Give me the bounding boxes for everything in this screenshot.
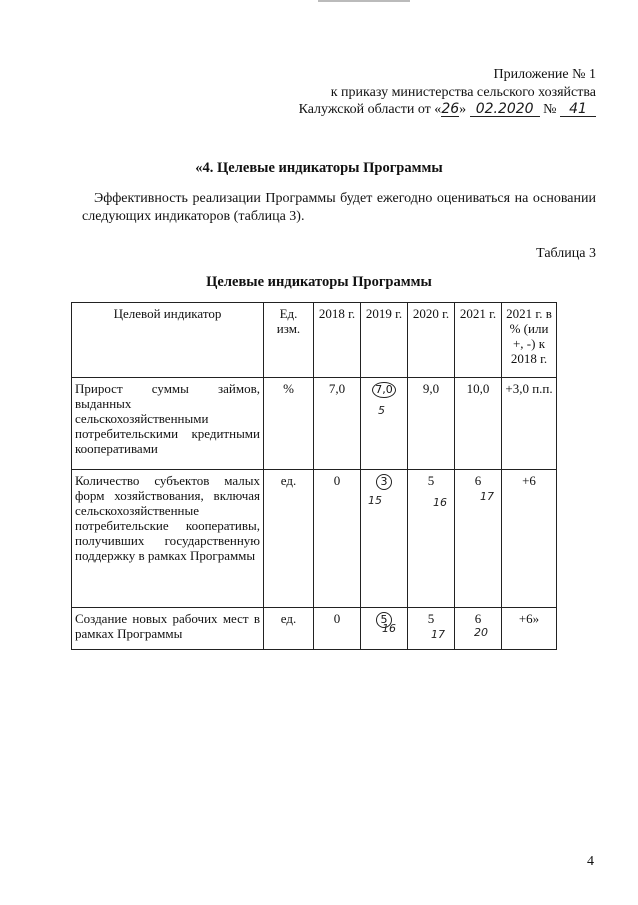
handwritten-date-day: 26: [441, 101, 460, 117]
unit-cell: ед.: [264, 608, 314, 650]
page-number: 4: [587, 854, 594, 869]
value-2021: 6: [474, 611, 482, 626]
header-2019: 2019 г.: [361, 303, 408, 378]
intro-paragraph: [82, 190, 596, 226]
unit-cell: ед.: [264, 470, 314, 608]
header-date-prefix: Калужской области от «: [298, 102, 442, 117]
indicator-name: Количество субъектов малых форм хозяйствования, включая сельскохозяйственные потребительские кооперативы, получивших государственную поддержку в рамках Программы: [72, 470, 264, 608]
value-2019: 3: [376, 474, 392, 490]
value-2019: 5: [376, 612, 392, 628]
table-label: Таблица 3: [536, 246, 596, 261]
value-2020: 9,0: [408, 378, 455, 470]
handwritten-note-2021: 17: [480, 490, 494, 503]
table-row: [72, 470, 557, 608]
value-change: +3,0 п.п.: [502, 378, 557, 470]
handwritten-date-rest: 02.2020: [470, 102, 540, 117]
header-2018: 2018 г.: [314, 303, 361, 378]
value-2018: 0: [314, 608, 361, 650]
intro-paragraph-text: Эффективность реализации Программы будет ежегодно оцениваться на основании следующих индикаторов (таблица 3).: [82, 191, 596, 224]
header-unit: Ед. изм.: [264, 303, 314, 378]
header-appendix: Приложение № 1: [493, 67, 596, 82]
table-row: [72, 608, 557, 650]
handwritten-note-2019: 15: [368, 494, 382, 507]
value-change: +6: [502, 470, 557, 608]
header-2021-vs-2018: 2021 г. в % (или +, -) к 2018 г.: [502, 303, 557, 378]
value-2018: 0: [314, 470, 361, 608]
indicators-table: [71, 302, 557, 650]
value-2021: 6: [474, 473, 482, 488]
indicator-name: Прирост суммы займов, выданных сельскохозяйственными потребительскими кредитными кооперативами: [72, 378, 264, 470]
handwritten-order-number: 41: [560, 102, 596, 117]
header-number-label: №: [543, 102, 557, 117]
handwritten-note-2019: 5: [378, 404, 385, 417]
value-change: +6»: [502, 608, 557, 650]
table-row: [72, 378, 557, 470]
header-date-mid: »: [459, 102, 467, 117]
value-2018: 7,0: [314, 378, 361, 470]
header-date-line: [299, 101, 596, 119]
value-2020: 5: [427, 611, 435, 626]
value-2021: 10,0: [455, 378, 502, 470]
handwritten-note-2019: 16: [382, 622, 396, 635]
header-order: к приказу министерства сельского хозяйства: [330, 85, 596, 100]
unit-cell: %: [264, 378, 314, 470]
table-title: Целевые индикаторы Программы: [206, 274, 432, 290]
handwritten-note-2021: 20: [474, 626, 488, 639]
section-title: «4. Целевые индикаторы Программы: [195, 160, 443, 176]
header-indicator: Целевой индикатор: [72, 303, 264, 378]
header-2021: 2021 г.: [455, 303, 502, 378]
value-2019: 7,0: [372, 382, 396, 398]
value-2020: 5: [427, 473, 435, 488]
header-2020: 2020 г.: [408, 303, 455, 378]
indicator-name: Создание новых рабочих мест в рамках Программы: [72, 608, 264, 650]
table-header-row: [72, 303, 557, 378]
scan-mark: [318, 0, 410, 2]
handwritten-note-2020: 17: [431, 628, 445, 641]
handwritten-note-2020: 16: [433, 496, 447, 509]
